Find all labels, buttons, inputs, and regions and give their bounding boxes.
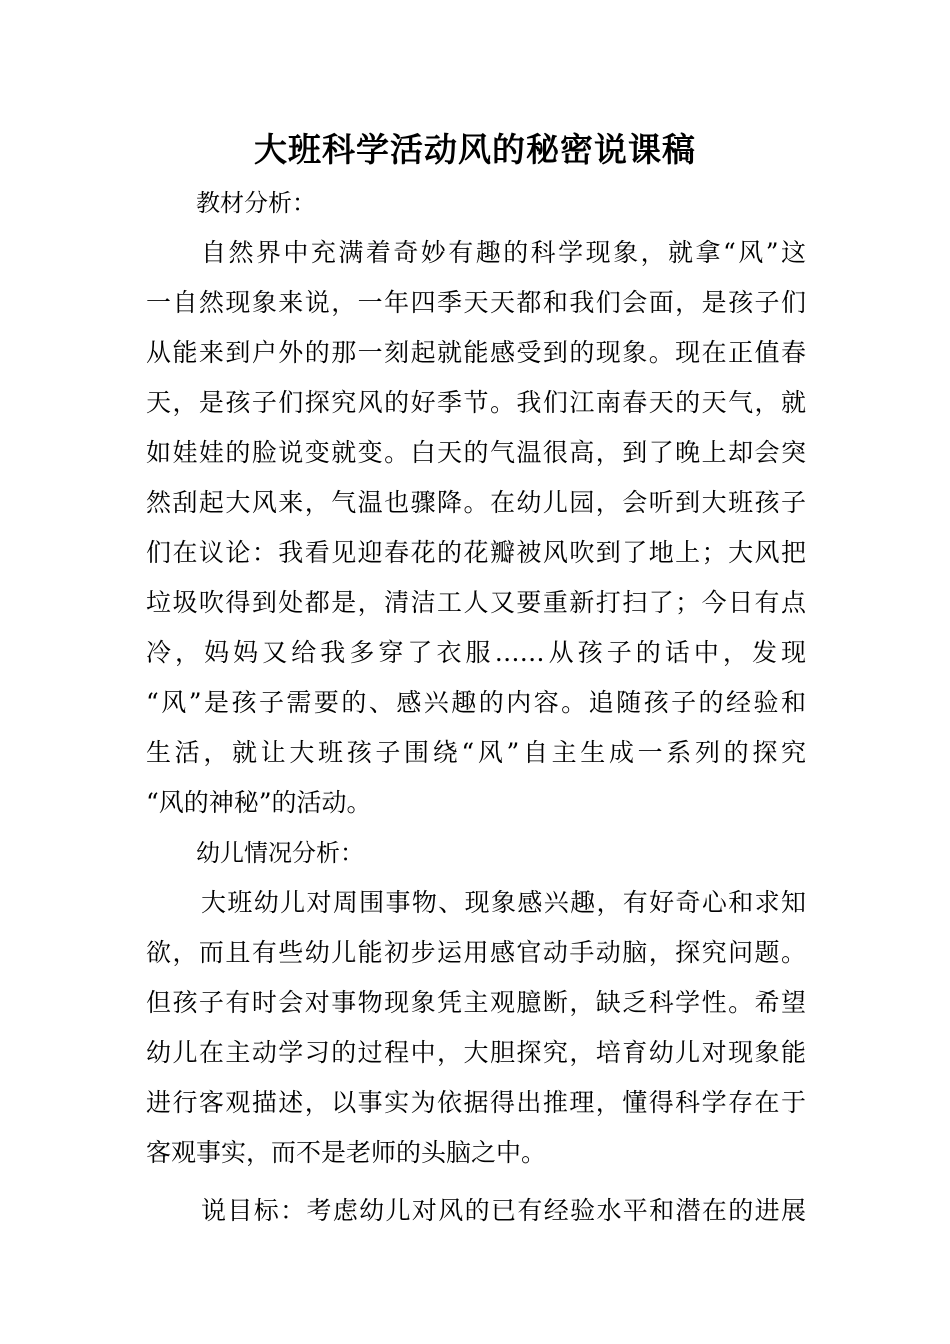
text-line: 大班幼儿对周围事物、现象感兴趣，有好奇心和求知 — [201, 888, 806, 917]
section-heading-child-analysis: 幼儿情况分析： — [196, 839, 364, 867]
document-body — [146, 178, 806, 1236]
document-title: 大班科学活动风的秘密说课稿 — [254, 130, 696, 169]
text-line: “风的神秘”的活动。 — [146, 788, 372, 817]
text-line: “风”是孩子需要的、感兴趣的内容。追随孩子的经验和 — [146, 688, 806, 717]
text-line: 们在议论：我看见迎春花的花瓣被风吹到了地上；大风把 — [146, 538, 806, 567]
paragraph-objectives — [146, 1186, 806, 1236]
text-line: 然刮起大风来，气温也骤降。在幼儿园，会听到大班孩子 — [146, 488, 806, 517]
text-line: 自然界中充满着奇妙有趣的科学现象，就拿“风”这 — [201, 238, 806, 267]
paragraph-material-analysis — [146, 228, 806, 828]
text-line: 客观事实，而不是老师的头脑之中。 — [146, 1138, 547, 1167]
text-line: 如娃娃的脸说变就变。白天的气温很高，到了晚上却会突 — [146, 438, 806, 467]
text-line: 生活，就让大班孩子围绕“风”自主生成一系列的探究 — [146, 738, 806, 767]
text-line: 冷，妈妈又给我多穿了衣服……从孩子的话中，发现 — [146, 638, 806, 667]
text-line: 欲，而且有些幼儿能初步运用感官动手动脑，探究问题。 — [146, 938, 806, 967]
section-heading-material-analysis: 教材分析： — [196, 189, 316, 217]
text-line: 天，是孩子们探究风的好季节。我们江南春天的天气，就 — [146, 388, 806, 417]
paragraph-gap — [146, 1178, 806, 1186]
text-line: 一自然现象来说，一年四季天天都和我们会面，是孩子们 — [146, 288, 806, 317]
text-line: 垃圾吹得到处都是，清洁工人又要重新打扫了；今日有点 — [146, 588, 806, 617]
text-line: 进行客观描述，以事实为依据得出推理，懂得科学存在于 — [146, 1088, 806, 1117]
text-line: 但孩子有时会对事物现象凭主观臆断，缺乏科学性。希望 — [146, 988, 806, 1017]
paragraph-child-analysis — [146, 878, 806, 1178]
text-line: 幼儿在主动学习的过程中，大胆探究，培育幼儿对现象能 — [146, 1038, 806, 1067]
text-line: 从能来到户外的那一刻起就能感受到的现象。现在正值春 — [146, 338, 806, 367]
text-line: 说目标：考虑幼儿对风的已有经验水平和潜在的进展 — [201, 1196, 806, 1225]
